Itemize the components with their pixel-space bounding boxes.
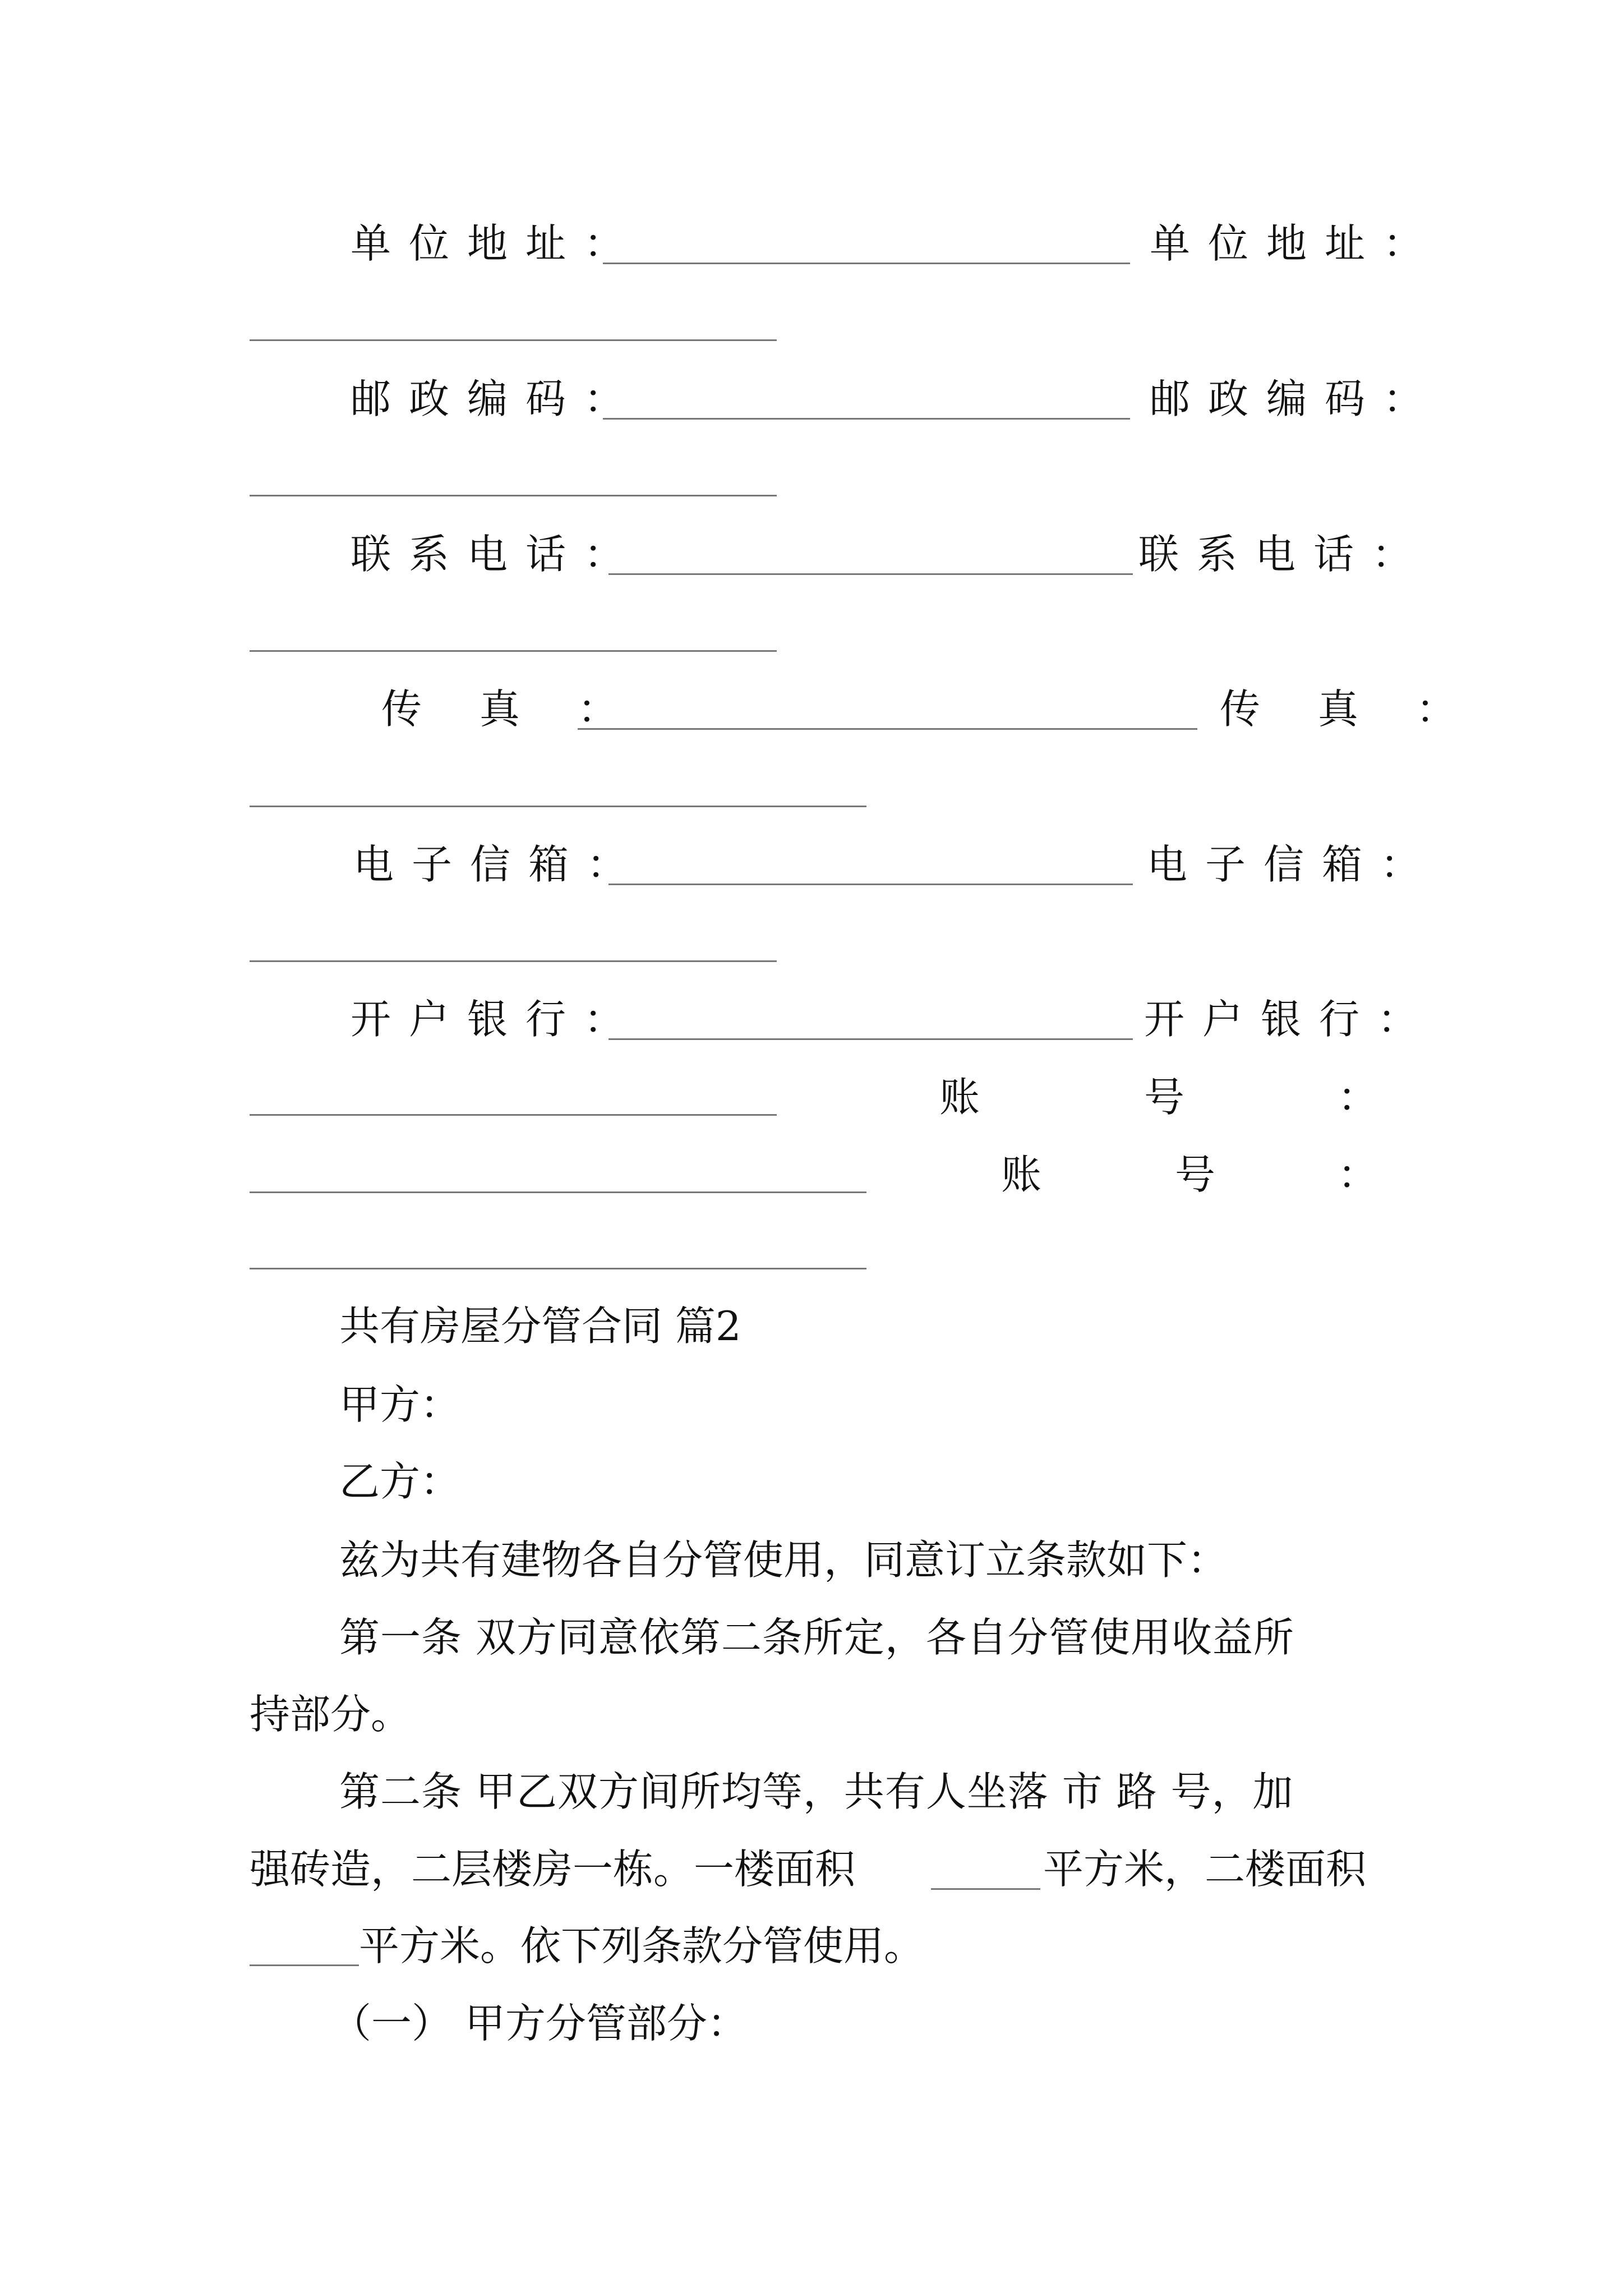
postcode-field-a[interactable] [603,418,1130,420]
fax-field-b[interactable] [250,806,866,807]
email-label-a: 电子信箱： [353,841,645,888]
item-1-heading: （一） 甲方分管部分： [331,2000,748,2047]
account-label-a-char1: 账 [939,1074,980,1121]
bank-field-b[interactable] [250,1114,777,1116]
bank-label-b: 开户银行： [1144,996,1436,1043]
bank-label-a: 开户银行： [351,996,643,1043]
account-field-b[interactable] [250,1268,866,1269]
article-2-line-2a: 强砖造，二层楼房一栋。一楼面积 [250,1846,856,1893]
email-field-b[interactable] [250,960,777,962]
account-label-a-char2: 号 [1144,1074,1185,1121]
intro-paragraph: 兹为共有建物各自分管使用，同意订立条款如下： [339,1536,1228,1584]
postcode-field-b[interactable] [250,495,777,496]
article-2-line-3: 平方米。依下列条款分管使用。 [359,1922,925,1970]
account-label-b-char2: 号 [1175,1151,1216,1198]
postcode-label-b: 邮政编码： [1150,375,1442,422]
account-label-a-colon: ： [1338,1074,1378,1121]
party-b-label: 乙方： [339,1458,461,1505]
postcode-label-a: 邮政编码： [351,375,643,422]
account-field-a[interactable] [250,1191,866,1193]
phone-label-a: 联系电话： [351,531,643,578]
phone-field-b[interactable] [250,650,777,652]
fax-field-a[interactable] [578,728,1197,730]
fax-label-a: 传 真 ： [381,685,640,733]
account-label-b-colon: ： [1338,1151,1378,1198]
article-1-line-2: 持部分。 [250,1691,412,1738]
phone-field-a[interactable] [608,573,1133,575]
address-field-a[interactable] [603,263,1130,264]
article-2-line-2b: 平方米，二楼面积 [1043,1846,1367,1893]
floor1-area-field[interactable] [931,1888,1040,1890]
section-title: 共有房屋分管合同 篇2 [339,1303,741,1350]
phone-label-b: 联系电话： [1138,531,1431,578]
article-2-line-1: 第二条 甲乙双方间所均等，共有人坐落 市 路 号，加 [339,1768,1294,1815]
party-a-label: 甲方： [339,1381,461,1428]
floor2-area-field[interactable] [250,1964,359,1966]
article-1-line-1: 第一条 双方同意依第二条所定，各自分管使用收益所 [339,1614,1294,1661]
email-field-a[interactable] [608,884,1133,885]
bank-field-a[interactable] [608,1038,1133,1040]
address-label-b: 单位地址： [1150,220,1442,267]
address-label-a: 单位地址： [351,220,643,267]
account-label-b-char1: 账 [1001,1151,1042,1198]
fax-label-b: 传 真 ： [1220,685,1479,733]
email-label-b: 电子信箱： [1147,841,1439,888]
address-field-b[interactable] [250,339,777,341]
